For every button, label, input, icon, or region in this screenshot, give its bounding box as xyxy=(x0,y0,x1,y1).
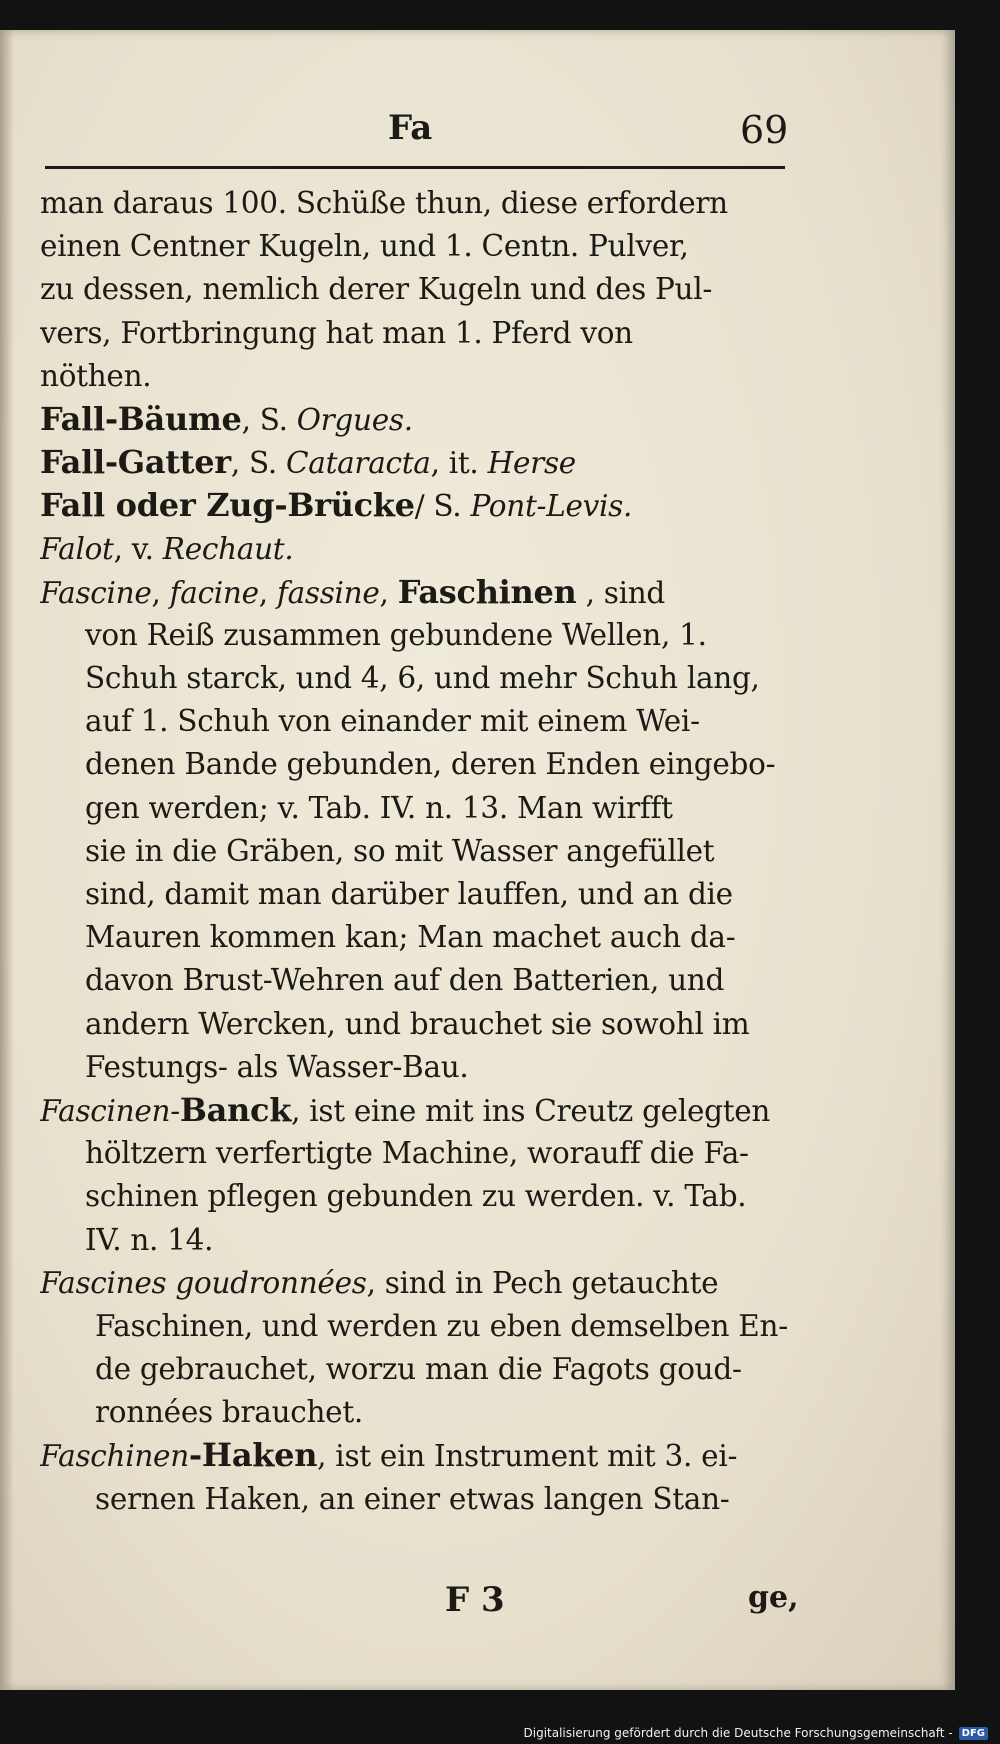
text-line xyxy=(40,182,790,225)
foreign-term: fassine xyxy=(276,575,380,610)
foreign-term: Faschinen xyxy=(40,1439,189,1474)
text-line xyxy=(40,312,790,355)
text-run: , ist eine mit ins Creutz gelegten xyxy=(291,1093,771,1128)
text-line xyxy=(40,614,790,657)
text-line xyxy=(40,484,790,527)
text-line xyxy=(40,1391,790,1434)
text-line xyxy=(40,1132,790,1175)
text-run: nöthen. xyxy=(40,358,152,393)
text-line xyxy=(40,268,790,311)
text-run: , v. xyxy=(113,531,163,566)
text-run: von Reiß zusammen gebundene Wellen, 1. xyxy=(85,617,707,652)
text-run: , it. xyxy=(430,446,488,481)
text-run: , sind in Pech getauchte xyxy=(366,1265,719,1300)
entry-headword: Fall-Bäume xyxy=(40,399,242,438)
text-run: zu dessen, nemlich derer Kugeln und des Pul- xyxy=(40,272,713,307)
text-run: höltzern verfertigte Machine, worauff die Fa- xyxy=(85,1136,749,1171)
text-run: gen werden; v. Tab. IV. n. 13. Man wirfft xyxy=(85,790,673,825)
text-run: , xyxy=(151,575,170,610)
foreign-term: Falot xyxy=(40,531,114,566)
dfg-logo: DFG xyxy=(959,1727,988,1740)
digitization-credit xyxy=(524,1726,989,1740)
text-line xyxy=(40,1348,790,1391)
text-line xyxy=(40,571,790,614)
text-run: vers, Fortbringung hat man 1. Pferd von xyxy=(40,315,633,350)
text-line xyxy=(40,398,790,441)
catchword: ge, xyxy=(748,1580,799,1615)
text-line xyxy=(40,355,790,398)
text-line xyxy=(40,830,790,873)
header-rule xyxy=(45,166,785,169)
text-line xyxy=(40,528,790,571)
text-line xyxy=(40,1478,790,1521)
text-run: , sind xyxy=(576,575,666,610)
foreign-term: Fascinen- xyxy=(40,1093,180,1128)
text-run: ronnées brauchet. xyxy=(95,1395,363,1430)
text-run: davon Brust-Wehren auf den Batterien, und xyxy=(85,963,725,998)
text-line xyxy=(40,787,790,830)
text-line xyxy=(40,1003,790,1046)
text-run: , xyxy=(258,575,277,610)
text-line xyxy=(40,1089,790,1132)
foreign-term: Fascine xyxy=(40,575,152,610)
foreign-term: Fascines goudronnées xyxy=(40,1265,367,1300)
foreign-term: Pont-Levis. xyxy=(470,489,633,524)
foreign-term: Cataracta xyxy=(286,446,431,481)
text-run: andern Wercken, und brauchet sie sowohl im xyxy=(85,1006,750,1041)
text-line xyxy=(40,1262,790,1305)
credit-text: Digitalisierung gefördert durch die Deutsche Forschungsgemeinschaft - xyxy=(523,1726,953,1740)
entry-headword: Faschinen xyxy=(397,572,577,611)
text-run: man daraus 100. Schüße thun, diese erfordern xyxy=(40,186,728,220)
text-run: IV. n. 14. xyxy=(85,1222,214,1257)
text-run: sernen Haken, an einer etwas langen Stan- xyxy=(95,1481,730,1516)
text-line xyxy=(40,1305,790,1348)
body-text xyxy=(40,182,790,1521)
running-head xyxy=(0,108,955,168)
foreign-term: Orgues. xyxy=(296,402,413,437)
signature-line xyxy=(0,1580,955,1630)
text-line xyxy=(40,1175,790,1218)
text-run: sind, damit man darüber lauffen, und an die xyxy=(85,877,733,911)
signature-mark: F 3 xyxy=(445,1580,505,1620)
text-run: , S. xyxy=(241,402,297,437)
text-run: Festungs- als Wasser-Bau. xyxy=(85,1049,469,1084)
running-head-word: Fa xyxy=(388,108,433,148)
text-line xyxy=(40,916,790,959)
text-run: denen Bande gebunden, deren Enden eingebo- xyxy=(85,747,776,782)
entry-headword: Fall-Gatter xyxy=(40,443,231,482)
text-line xyxy=(40,225,790,268)
text-run: auf 1. Schuh von einander mit einem Wei- xyxy=(85,704,700,739)
text-line xyxy=(40,743,790,786)
page-number: 69 xyxy=(740,108,789,152)
text-line xyxy=(40,441,790,484)
text-run: Schuh starck, und 4, 6, und mehr Schuh lang, xyxy=(85,661,760,696)
text-run: einen Centner Kugeln, und 1. Centn. Pulver, xyxy=(40,229,689,264)
text-run: Faschinen, und werden zu eben demselben En- xyxy=(95,1308,788,1343)
text-line xyxy=(40,657,790,700)
text-run: sie in die Gräben, so mit Wasser angefüllet xyxy=(85,833,715,868)
text-run: de gebrauchet, worzu man die Fagots goud- xyxy=(95,1352,742,1387)
foreign-term: Rechaut. xyxy=(162,531,294,566)
text-line xyxy=(40,959,790,1002)
text-line xyxy=(40,873,790,916)
book-page xyxy=(0,30,955,1690)
foreign-term: facine xyxy=(169,575,259,610)
text-run: schinen pflegen gebunden zu werden. v. Tab. xyxy=(85,1179,747,1214)
entry-headword: Banck xyxy=(179,1090,292,1129)
text-line xyxy=(40,1219,790,1262)
entry-headword: -Haken xyxy=(188,1436,318,1475)
text-run: , S. xyxy=(230,446,287,481)
foreign-term: Herse xyxy=(487,446,576,481)
entry-headword: Fall oder Zug-Brücke xyxy=(40,486,415,525)
text-run: , ist ein Instrument mit 3. ei- xyxy=(317,1439,738,1474)
text-line xyxy=(40,1434,790,1477)
page-gutter-shadow xyxy=(0,30,14,1690)
text-run: / S. xyxy=(414,489,471,524)
text-line xyxy=(40,1046,790,1089)
text-run: , xyxy=(379,575,398,610)
text-line xyxy=(40,700,790,743)
text-run: Mauren kommen kan; Man machet auch da- xyxy=(85,920,736,955)
